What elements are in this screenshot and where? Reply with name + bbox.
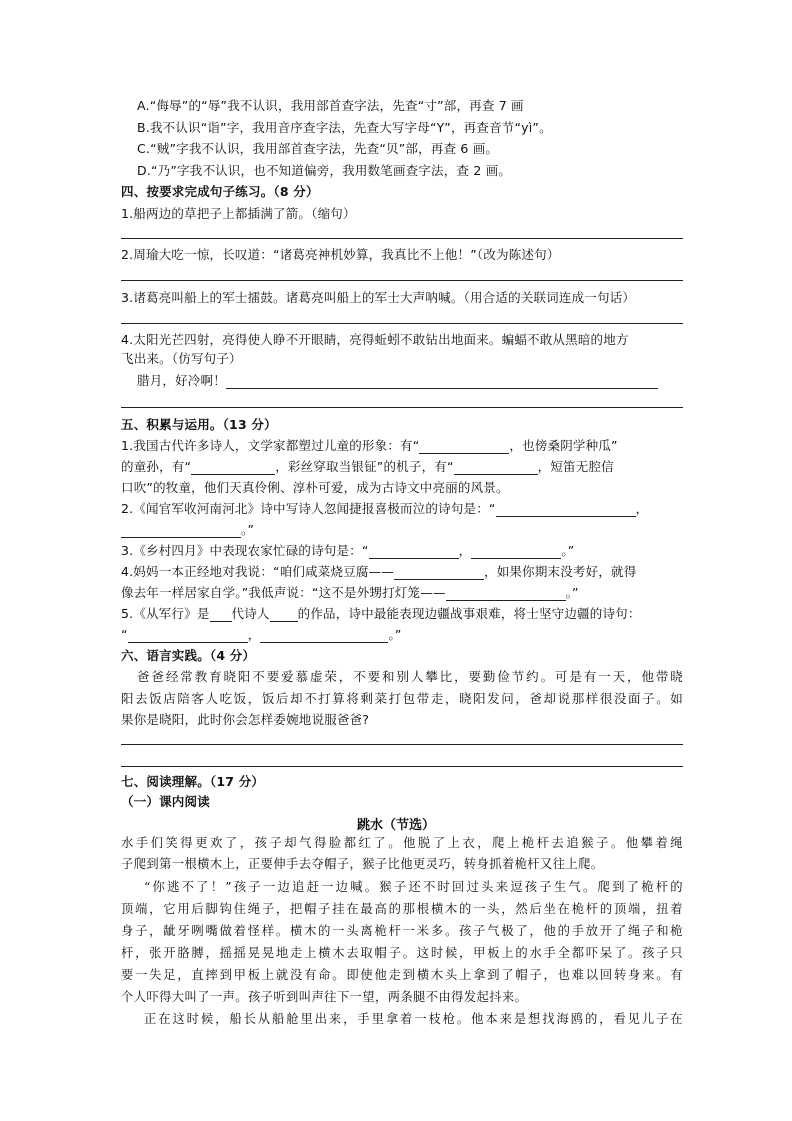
passage-line: 要一失足，直摔到甲板上就没有命。即使他走到横木头上拿到了帽子，也难以回转身来。有 bbox=[121, 968, 683, 982]
section-7-heading: 七、阅读理解。（17 分） bbox=[121, 774, 265, 789]
s4-q1: 1.船两边的草把子上都插满了箭。（缩句） bbox=[121, 206, 356, 221]
s5-q5-line2 bbox=[121, 626, 681, 643]
s5-q4-line1 bbox=[121, 563, 681, 580]
passage-line: 个人吓得大叫了一声。孩子听到叫声往下一望，两条腿不由得发起抖来。 bbox=[121, 990, 528, 1004]
answer-blank[interactable] bbox=[394, 565, 484, 580]
s5-q3 bbox=[121, 542, 681, 559]
answer-blank[interactable] bbox=[454, 460, 538, 475]
text: ，也傍桑阴学种瓜” bbox=[509, 438, 618, 453]
subsection-heading: （一）课内阅读 bbox=[121, 794, 210, 809]
text: 2.《闻官军收河南河北》诗中写诗人忽闻捷报喜极而泣的诗句是：“ bbox=[121, 501, 496, 516]
s6-line2: 阳去饭店陪客人吃饭，饭后却不打算将剩菜打包带走，晓阳发问，爸却说那样很没面子。如 bbox=[121, 691, 683, 706]
s5-q1-line2 bbox=[121, 458, 681, 475]
text: 。” bbox=[565, 585, 579, 600]
answer-line[interactable] bbox=[121, 407, 683, 408]
section-5-heading: 五、积累与运用。（13 分） bbox=[121, 417, 277, 432]
option-d: D.“乃”字我不认识，也不知道偏旁，我用数笔画查字法，查 2 画。 bbox=[137, 163, 512, 178]
text: 像去年一样居家自学。”我低声说：“这不是外甥打灯笼—— bbox=[121, 585, 446, 600]
passage-line: “你逃不了！”孩子一边追赶一边喊。猴子还不时回过头来逗孩子生气。爬到了桅杆的 bbox=[144, 880, 683, 894]
prompt-text: 腊月，好冷啊！ bbox=[137, 373, 226, 388]
answer-line[interactable] bbox=[121, 323, 683, 324]
option-a: A.“侮辱”的“辱”我不认识，我用部首查字法，先查“寸”部，再查 7 画 bbox=[137, 98, 524, 113]
s5-q5-line1 bbox=[121, 605, 681, 622]
s5-q1-line1 bbox=[121, 437, 681, 454]
text: 的作品，诗中最能表现边疆战事艰难，将士坚守边疆的诗句： bbox=[297, 606, 641, 621]
passage-line: 子爬到第一根横木上，正要伸手去夺帽子，猴子比他更灵巧，转身抓着桅杆又往上爬。 bbox=[121, 857, 604, 871]
passage-line: 水手们笑得更欢了，孩子却气得脸都红了。他脱了上衣，爬上桅杆去追猴子。他攀着绳 bbox=[121, 836, 683, 850]
answer-blank[interactable] bbox=[121, 523, 241, 538]
text: 代诗人 bbox=[231, 606, 270, 621]
text: ，如果你期末没考好，就得 bbox=[484, 564, 637, 579]
text: 5.《从军行》是 bbox=[121, 606, 210, 621]
s4-q4-line1: 4.太阳光芒四射，亮得使人睁不开眼睛，亮得蚯蚓不敢钻出地面来。蝙蝠不敢从黑暗的地方 bbox=[121, 332, 629, 347]
answer-blank[interactable] bbox=[128, 628, 248, 643]
passage-title: 跳水（节选） bbox=[356, 818, 435, 833]
text: ，彩丝穿取当银钲”的机子，有“ bbox=[275, 459, 454, 474]
answer-blank[interactable] bbox=[226, 374, 658, 389]
text: 。” bbox=[561, 543, 575, 558]
text: 。” bbox=[241, 522, 255, 537]
passage-line: 杆，张开胳膊，摇摇晃晃地走上横木去取帽子。这时候，甲板上的水手全都吓呆了。孩子只 bbox=[121, 946, 683, 960]
text: 。” bbox=[388, 627, 402, 642]
text: ， bbox=[247, 627, 261, 642]
text: ， bbox=[458, 543, 472, 558]
section-6-heading: 六、语言实践。（4 分） bbox=[121, 648, 256, 663]
text: 1.我国古代许多诗人，文学家都塑过儿童的形象：有“ bbox=[121, 438, 420, 453]
section-4-heading: 四、按要求完成句子练习。（8 分） bbox=[121, 184, 319, 199]
option-b: B.我不认识“诣”字，我用音序查字法，先查大写字母“Y”，再查音节“yì”。 bbox=[137, 120, 552, 135]
option-c: C.“贼”字我不认识，我用部首查字法，先查“贝”部，再查 6 画。 bbox=[137, 141, 499, 156]
s4-q4-prompt bbox=[137, 372, 697, 389]
answer-blank[interactable] bbox=[369, 544, 459, 559]
s4-q4-line2: 飞出来。（仿写句子） bbox=[121, 351, 242, 366]
answer-blank[interactable] bbox=[260, 628, 388, 643]
s4-q3: 3.诸葛亮叫船上的军士擂鼓。诸葛亮叫船上的军士大声呐喊。（用合适的关联词连成一句话） bbox=[121, 290, 636, 305]
text: 的童孙，有“ bbox=[121, 459, 192, 474]
text: 4.妈妈一本正经地对我说：“咱们咸菜烧豆腐—— bbox=[121, 564, 395, 579]
answer-blank[interactable] bbox=[191, 460, 275, 475]
answer-blank[interactable] bbox=[446, 586, 566, 601]
passage-line: 顶端，它用后脚钩住绳子，把帽子挂在最高的那根横木的一头，然后坐在桅杆的顶端，扭着 bbox=[121, 902, 683, 916]
answer-line[interactable] bbox=[121, 744, 683, 745]
answer-blank[interactable] bbox=[496, 502, 636, 517]
s4-q2: 2.周瑜大吃一惊，长叹道：“诸葛亮神机妙算，我真比不上他！”（改为陈述句） bbox=[121, 247, 560, 262]
answer-line[interactable] bbox=[121, 280, 683, 281]
answer-blank[interactable] bbox=[419, 439, 509, 454]
answer-blank[interactable] bbox=[270, 607, 298, 622]
s5-q4-line2 bbox=[121, 584, 681, 601]
passage-line: 身子，龇牙咧嘴做着怪样。横木的一头离桅杆一米多。孩子气极了，他的手放开了绳子和桅 bbox=[121, 924, 683, 938]
text: “ bbox=[121, 627, 128, 642]
answer-line[interactable] bbox=[121, 766, 683, 767]
passage-line: 正在这时候，船长从船舱里出来，手里拿着一枝枪。他本来是想找海鸥的，看见儿子在 bbox=[144, 1012, 683, 1026]
text: ， bbox=[635, 501, 649, 516]
s6-line1: 爸爸经常教育晓阳不要爱慕虚荣，不要和别人攀比，要勤俭节约。可是有一天，他带晓 bbox=[137, 669, 683, 684]
text: ，短笛无腔信 bbox=[537, 459, 614, 474]
s5-q2-line1 bbox=[121, 500, 681, 517]
text: 3.《乡村四月》中表现农家忙碌的诗句是：“ bbox=[121, 543, 369, 558]
answer-blank[interactable] bbox=[210, 607, 232, 622]
s5-q1-line3: 口吹”的牧童，他们天真伶俐、淳朴可爱，成为古诗文中亮丽的风景。 bbox=[121, 480, 509, 495]
answer-blank[interactable] bbox=[471, 544, 561, 559]
s6-line3: 果你是晓阳，此时你会怎样委婉地说服爸爸? bbox=[121, 712, 370, 727]
s5-q2-line2 bbox=[121, 521, 681, 538]
answer-line[interactable] bbox=[121, 238, 683, 239]
